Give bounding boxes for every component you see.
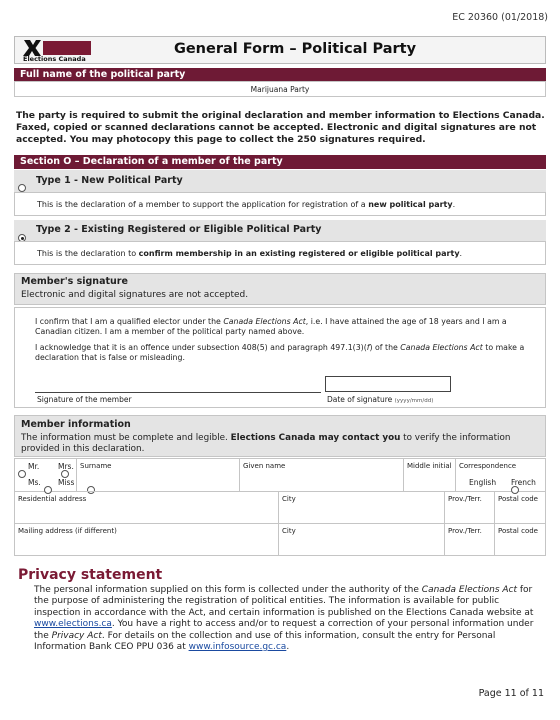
residential-prov-field[interactable] bbox=[445, 492, 495, 524]
type2-title: Type 2 - Existing Registered or Eligible Political Party bbox=[36, 224, 322, 235]
name-row bbox=[14, 458, 546, 492]
member-info-note: The information must be complete and legible. Elections Canada may contact you to verify the information provided in this declaration. bbox=[21, 433, 511, 454]
signature-line[interactable] bbox=[35, 392, 321, 393]
section-o-header: Section O – Declaration of a member of the party bbox=[14, 155, 546, 169]
signature-label: Signature of the member bbox=[37, 395, 132, 404]
type2-option[interactable] bbox=[14, 220, 546, 241]
infosource-link[interactable]: www.infosource.gc.ca bbox=[188, 642, 287, 653]
mailing-city-field[interactable] bbox=[279, 524, 445, 556]
party-name-label: Full name of the political party bbox=[14, 68, 546, 81]
residential-city-field[interactable] bbox=[279, 492, 445, 524]
elections-canada-logo bbox=[21, 38, 93, 62]
type2-description: This is the declaration to confirm membership in an existing registered or eligible political party. bbox=[37, 249, 463, 258]
title-mrs-label: Mrs. bbox=[58, 462, 74, 471]
date-label: Date of signature (yyyy/mm/dd) bbox=[327, 395, 434, 404]
page-title: General Form – Political Party bbox=[173, 41, 417, 57]
given-name-field[interactable] bbox=[240, 458, 404, 492]
logo-text: Elections Canada bbox=[23, 55, 86, 63]
english-label: English bbox=[469, 478, 497, 487]
date-field[interactable] bbox=[325, 376, 451, 392]
residential-row bbox=[14, 492, 546, 524]
acknowledge-statement: I acknowledge that it is an offence under subsection 408(5) and paragraph 497.1(3)(f) of the Canada Elections Act to make a declaration that is false or misleading. bbox=[35, 343, 525, 362]
french-label: French bbox=[511, 478, 536, 487]
type2-description-box bbox=[14, 241, 546, 265]
page-number: Page 11 of 11 bbox=[478, 688, 544, 699]
type1-title: Type 1 - New Political Party bbox=[36, 175, 183, 186]
signature-box bbox=[14, 307, 546, 408]
title-miss-label: Miss bbox=[58, 478, 75, 487]
residential-postal-label: Postal code bbox=[498, 495, 538, 503]
type1-option[interactable] bbox=[14, 170, 546, 192]
mailing-city-label: City bbox=[282, 527, 296, 535]
middle-initial-field[interactable] bbox=[404, 458, 456, 492]
type1-description-box bbox=[14, 192, 546, 216]
signature-note: Electronic and digital signatures are not accepted. bbox=[21, 290, 249, 300]
type1-description: This is the declaration of a member to support the application for registration of a new political party. bbox=[37, 200, 456, 209]
mailing-postal-field[interactable] bbox=[495, 524, 546, 556]
residential-address-label: Residential address bbox=[18, 495, 87, 503]
logo-bar bbox=[43, 41, 91, 55]
form-header bbox=[14, 36, 546, 64]
title-mr-label: Mr. bbox=[28, 462, 40, 471]
form-code: EC 20360 (01/2018) bbox=[452, 12, 548, 23]
title-mr-radio[interactable] bbox=[18, 470, 26, 478]
mailing-address-field[interactable] bbox=[14, 524, 279, 556]
correspondence-label: Correspondence bbox=[459, 462, 517, 470]
submission-notice: The party is required to submit the original declaration and member information to Elections Canada. Faxed, copied or scanned declarations cannot be accepted. Electronic and digital signatures are not accepted. You may photocopy this page to collect the 250 signatures required. bbox=[16, 110, 545, 145]
mailing-address-label: Mailing address (if different) bbox=[18, 527, 117, 535]
party-name-field[interactable]: Marijuana Party bbox=[14, 81, 546, 97]
given-name-label: Given name bbox=[243, 462, 286, 470]
elections-link[interactable]: www.elections.ca bbox=[34, 619, 112, 630]
type1-radio[interactable] bbox=[18, 184, 26, 192]
residential-prov-label: Prov./Terr. bbox=[448, 495, 482, 503]
mailing-row bbox=[14, 524, 546, 556]
privacy-title: Privacy statement bbox=[18, 567, 163, 583]
mailing-prov-label: Prov./Terr. bbox=[448, 527, 482, 535]
residential-address-field[interactable] bbox=[14, 492, 279, 524]
confirm-statement: I confirm that I am a qualified elector under the Canada Elections Act, i.e. I have attained the age of 18 years and I am a Canadian citizen. I am a member of the political party named above. bbox=[35, 317, 507, 336]
surname-field[interactable] bbox=[76, 458, 240, 492]
privacy-text: The personal information supplied on this form is collected under the authority of the Canada Elections Act for the purpose of administering the registration of political entities. The information is available for public inspection in accordance with the Act, and certain information is published on the Elections Canada website at www.elections.ca. You have a right to access and/or to request a correction of your personal information under the Privacy Act. For details on the collection and use of this information, consult the entry for Personal Information Bank CEO PPU 036 at www.infosource.gc.ca. bbox=[34, 585, 534, 653]
mailing-postal-label: Postal code bbox=[498, 527, 538, 535]
mailing-prov-field[interactable] bbox=[445, 524, 495, 556]
residential-postal-field[interactable] bbox=[495, 492, 546, 524]
signature-header: Member's signature bbox=[21, 276, 128, 287]
signature-header-box bbox=[14, 273, 546, 305]
member-info-header: Member information bbox=[21, 419, 131, 430]
member-info-header-box bbox=[14, 415, 546, 457]
title-ms-label: Ms. bbox=[28, 478, 41, 487]
residential-city-label: City bbox=[282, 495, 296, 503]
surname-label: Surname bbox=[80, 462, 112, 470]
middle-initial-label: Middle initial bbox=[407, 462, 452, 470]
